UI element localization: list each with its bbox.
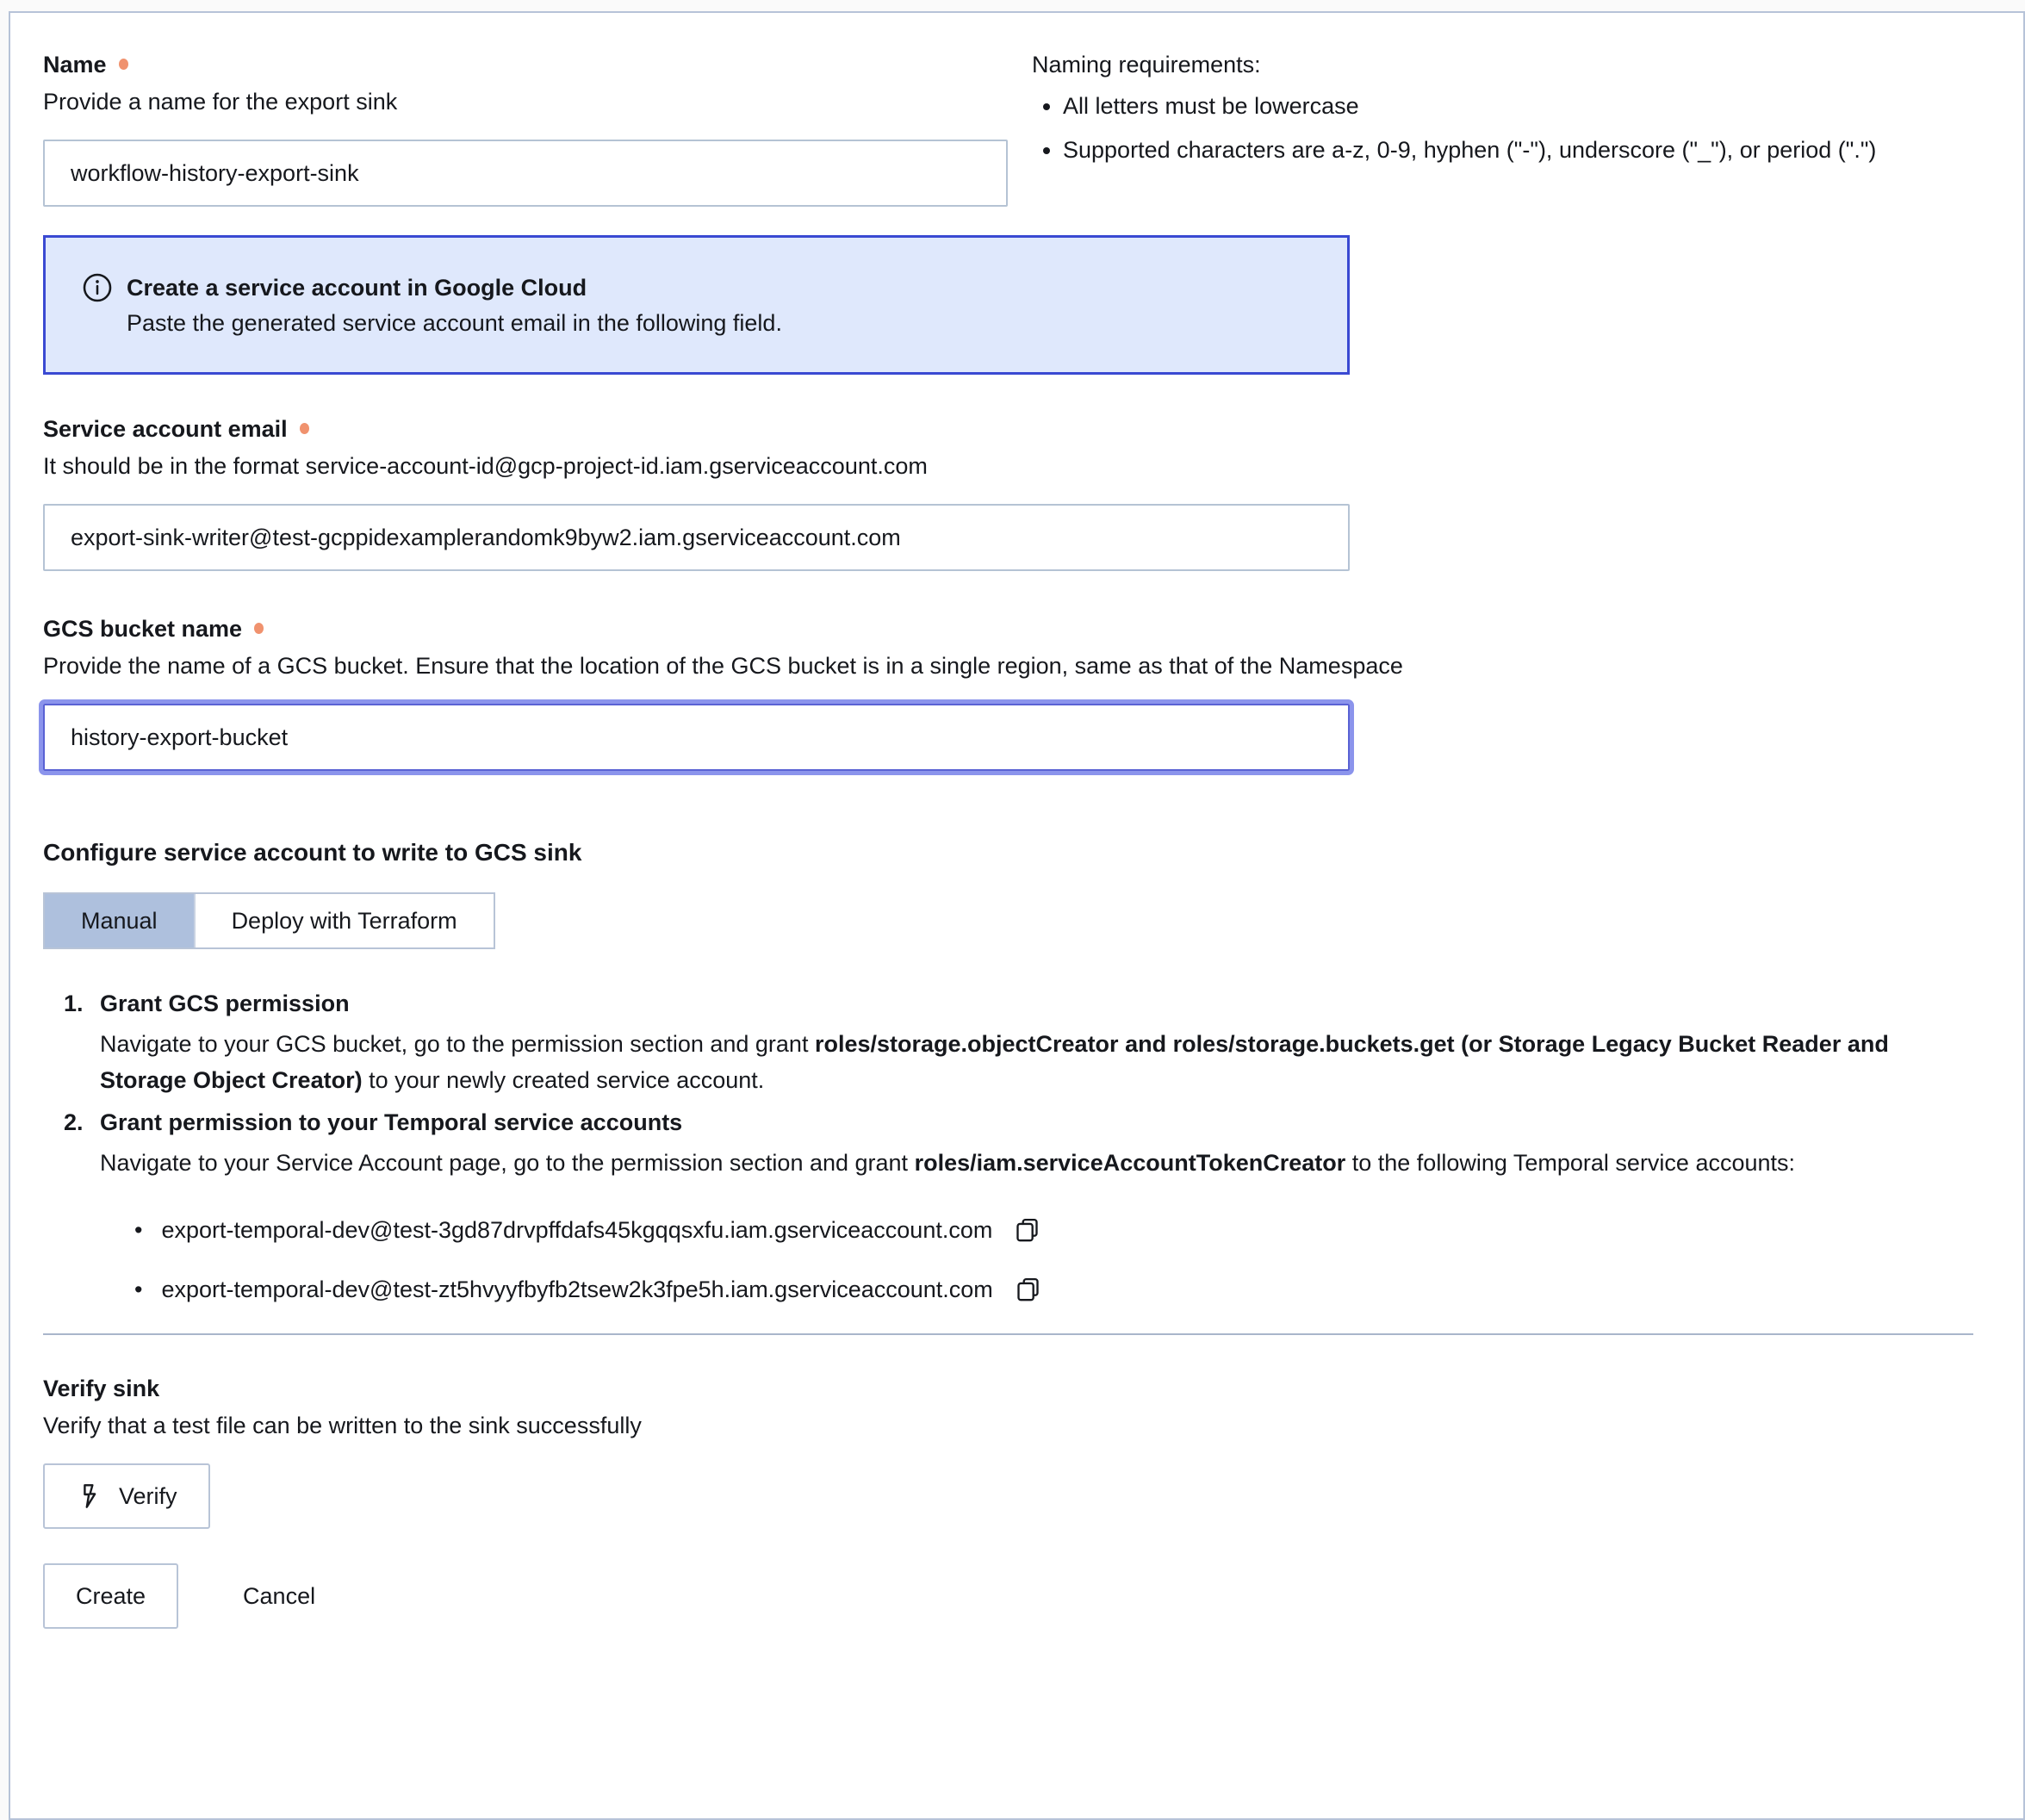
export-sink-form-panel — [9, 11, 2025, 1820]
step-title: Grant permission to your Temporal service accounts — [100, 1109, 683, 1135]
verify-sink-title: Verify sink — [43, 1376, 160, 1401]
name-label: Name — [43, 52, 107, 78]
lightning-icon — [76, 1482, 103, 1510]
form-content — [10, 13, 2023, 1629]
step-number: 1. — [64, 991, 84, 1016]
step-instructions — [100, 1026, 1952, 1098]
step-title-row — [64, 988, 1973, 1019]
step-instructions — [100, 1145, 1952, 1308]
temporal-service-accounts-list — [134, 1212, 1952, 1308]
naming-requirement-item: • All letters must be lowercase — [1063, 90, 1973, 121]
service-account-email-input[interactable] — [43, 504, 1350, 571]
step-grant-temporal-permission — [64, 1107, 1973, 1308]
step-title-row — [64, 1107, 1973, 1138]
bucket-name-input[interactable] — [43, 704, 1350, 771]
cancel-button[interactable]: Cancel — [243, 1563, 315, 1629]
copy-icon[interactable] — [1013, 1216, 1041, 1245]
verify-button[interactable] — [43, 1463, 210, 1529]
step-roles: roles/iam.serviceAccountTokenCreator — [914, 1150, 1346, 1176]
step-title: Grant GCS permission — [100, 991, 350, 1016]
step-text: Navigate to your Service Account page, go to the permission section and grant — [100, 1150, 915, 1176]
step-text: to the following Temporal service accounts: — [1345, 1150, 1796, 1176]
naming-requirement-item: • Supported characters are a-z, 0-9, hyphen ("-"), underscore ("_"), or period (".") — [1063, 134, 1973, 165]
step-roles: roles/storage.objectCreator and roles/storage.buckets.get (or Storage Legacy Bucket Reader and Storage Object Creator) — [100, 1031, 1889, 1093]
service-account-item — [134, 1271, 1952, 1308]
info-banner-description: Paste the generated service account email in the following field. — [127, 310, 782, 336]
step-grant-gcs-permission — [64, 988, 1973, 1098]
naming-requirements — [1032, 49, 1973, 178]
info-banner-text — [127, 270, 782, 341]
name-field-group — [43, 49, 1008, 207]
info-banner — [43, 235, 1350, 375]
required-dot — [254, 623, 264, 634]
service-account-item — [134, 1212, 1952, 1248]
name-row — [43, 49, 1973, 207]
required-dot — [300, 423, 309, 434]
bucket-label-row — [43, 613, 1973, 644]
service-account-label: Service account email — [43, 416, 288, 442]
service-account-field-group — [43, 413, 1973, 571]
tab-deploy-with-terraform[interactable]: Deploy with Terraform — [194, 894, 494, 947]
step-number: 2. — [64, 1109, 84, 1135]
info-banner-title: Create a service account in Google Cloud — [127, 275, 587, 301]
service-account-label-row — [43, 413, 1973, 444]
bucket-field-group — [43, 613, 1973, 771]
tab-manual[interactable]: Manual — [45, 894, 194, 947]
name-input[interactable] — [43, 140, 1008, 207]
create-button[interactable]: Create — [43, 1563, 178, 1629]
verify-sink-description: Verify that a test file can be written to the sink successfully — [43, 1413, 642, 1438]
naming-requirements-title: Naming requirements: — [1032, 52, 1261, 78]
manual-steps — [43, 988, 1973, 1308]
naming-requirements-list — [1032, 90, 1973, 165]
service-account-email: • export-temporal-dev@test-zt5hvyyfbyfb2tsew2k3fpe5h.iam.gserviceaccount.com — [161, 1276, 993, 1302]
bucket-description: Provide the name of a GCS bucket. Ensure that the location of the GCS bucket is in a single region, same as that of the Namespace — [43, 653, 1403, 679]
deploy-method-tabs — [43, 892, 495, 949]
section-divider — [43, 1333, 1973, 1335]
service-account-email: • export-temporal-dev@test-3gd87drvpffdafs45kgqqsxfu.iam.gserviceaccount.com — [161, 1217, 993, 1243]
required-dot — [119, 59, 128, 70]
service-account-description: It should be in the format service-account-id@gcp-project-id.iam.gserviceaccount.com — [43, 453, 928, 479]
step-text: Navigate to your GCS bucket, go to the permission section and grant — [100, 1031, 815, 1057]
configure-section-title: Configure service account to write to GCS sink — [43, 839, 582, 866]
copy-icon[interactable] — [1014, 1276, 1042, 1304]
name-description: Provide a name for the export sink — [43, 89, 398, 115]
form-actions — [43, 1563, 1973, 1629]
bucket-label: GCS bucket name — [43, 616, 243, 642]
step-text: to your newly created service account. — [362, 1067, 765, 1093]
name-label-row — [43, 49, 1008, 80]
verify-button-label: Verify — [119, 1482, 177, 1509]
info-icon — [82, 272, 113, 303]
